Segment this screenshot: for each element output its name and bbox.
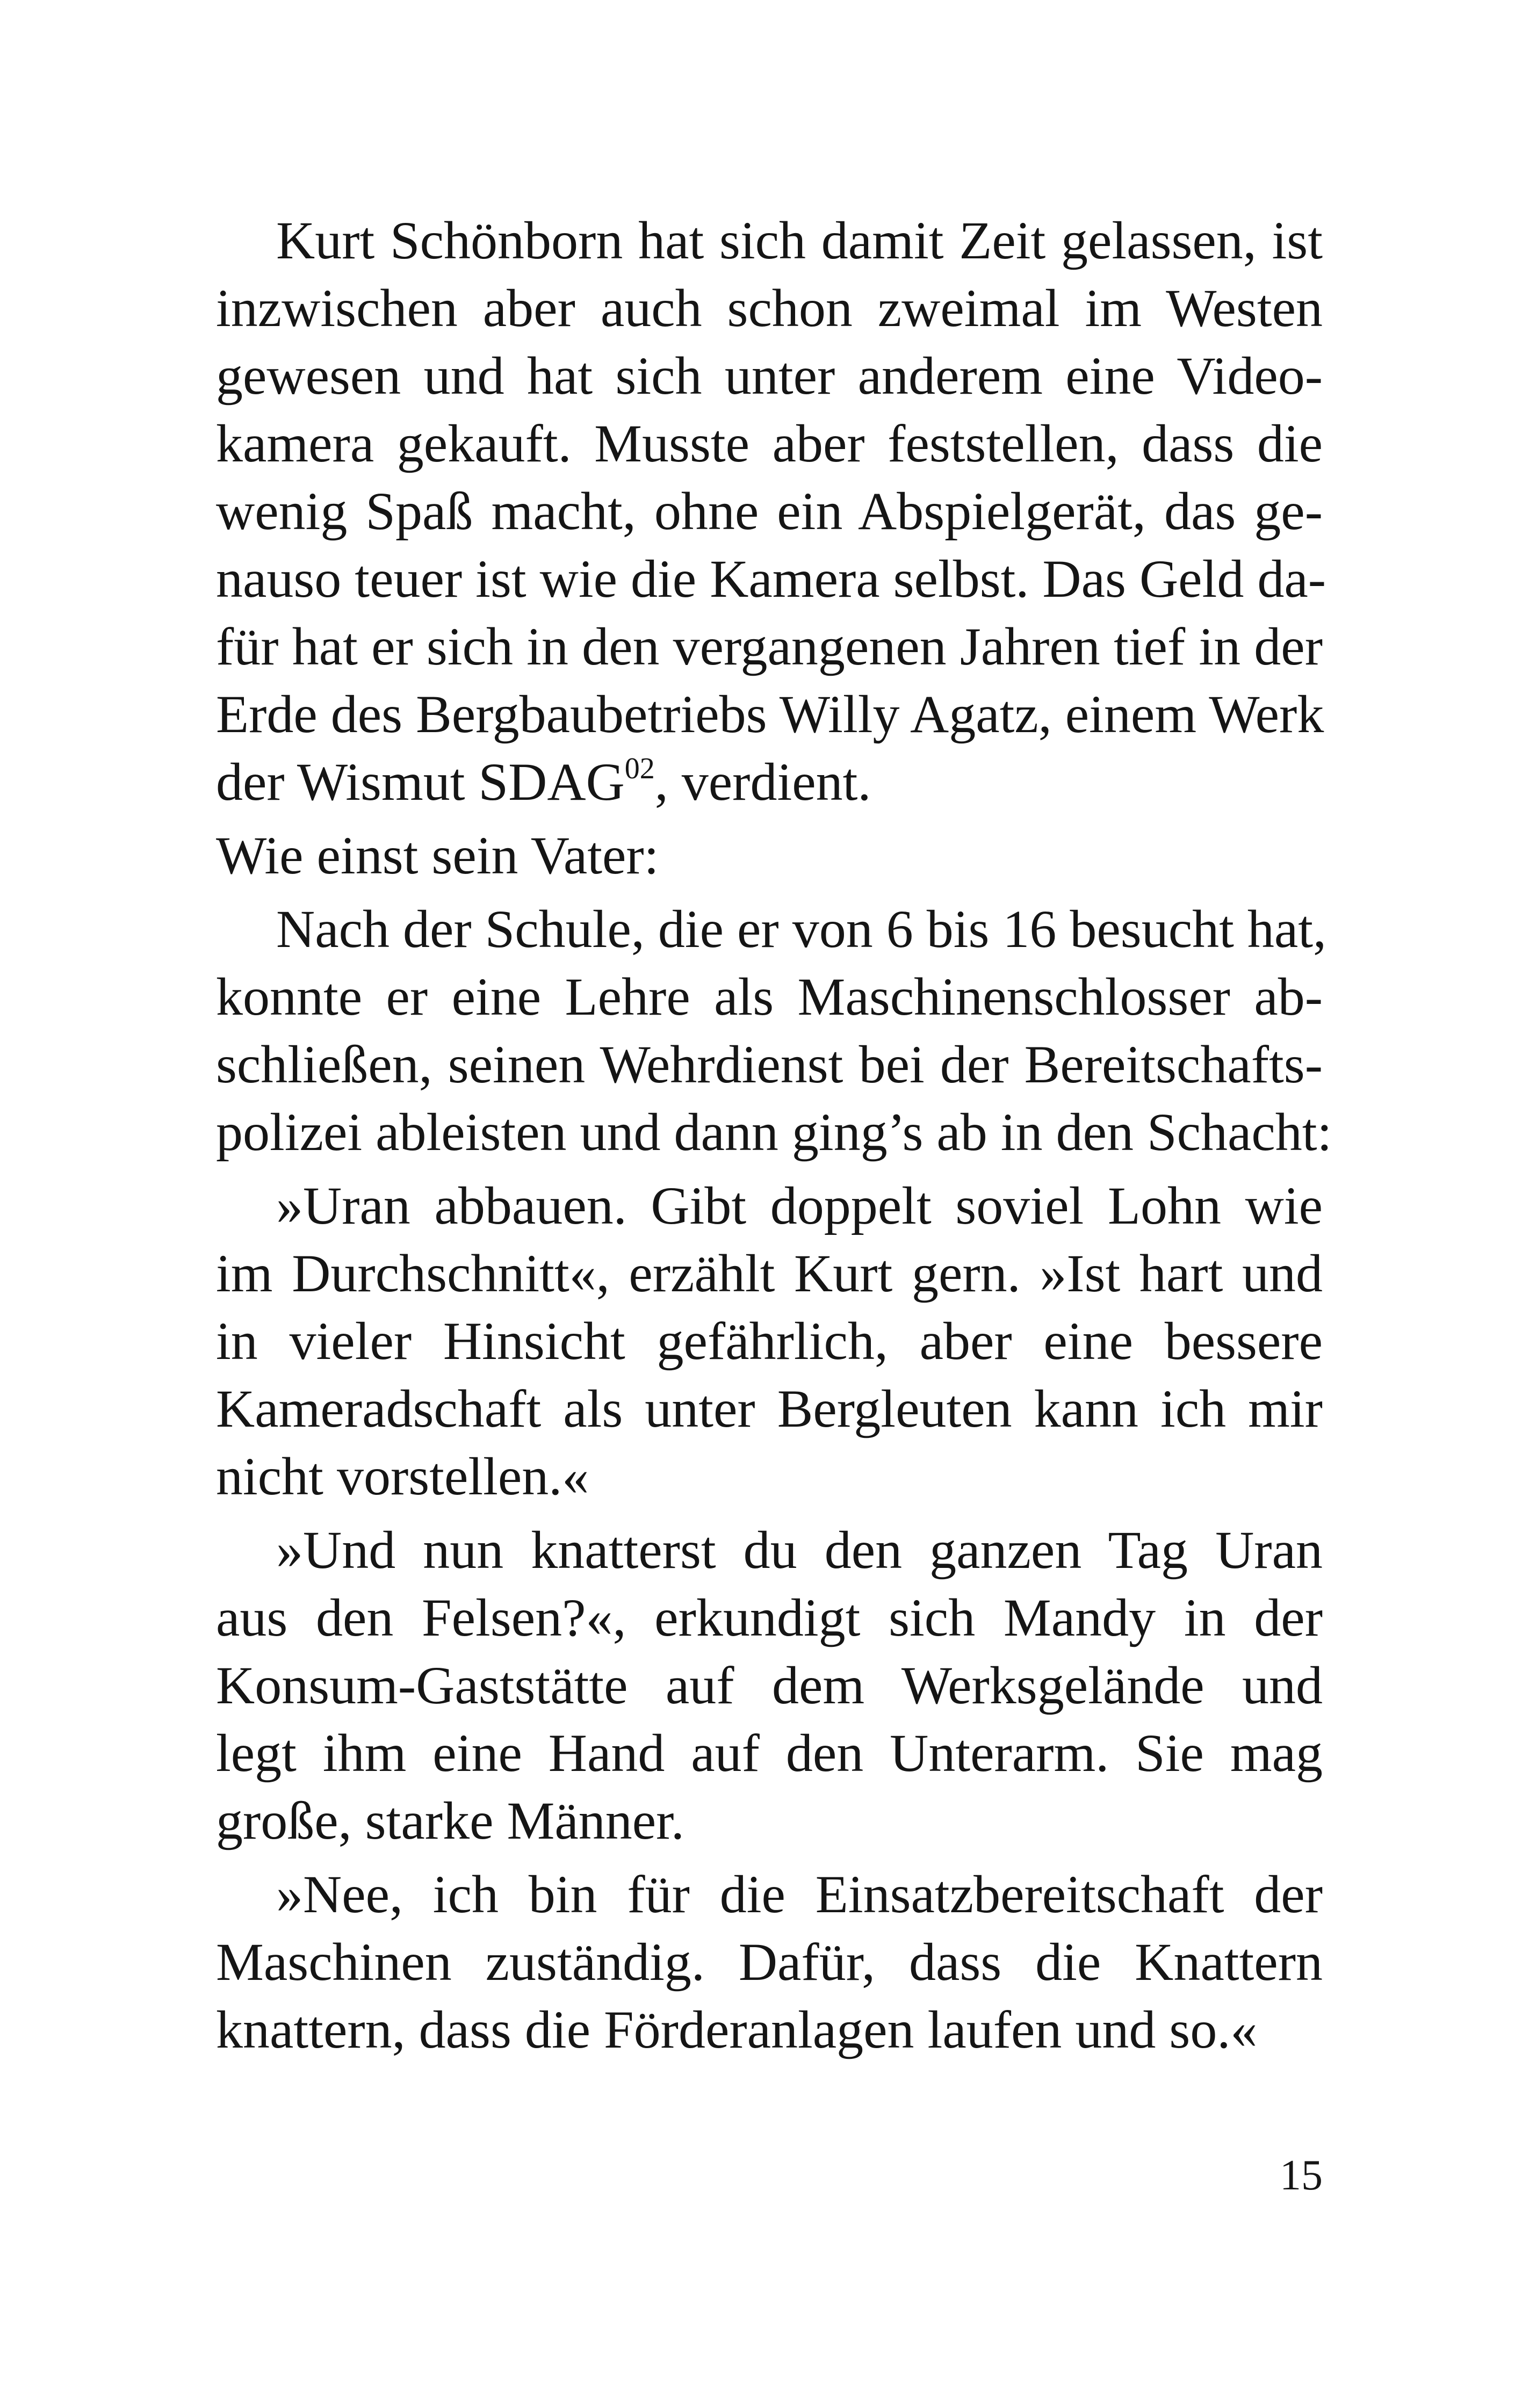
text-line: Kameradschaft als unter Bergleuten kann ich mir <box>216 1379 1323 1438</box>
text-line: im Durchschnitt«, erzählt Kurt gern. »Ist hart und <box>216 1243 1323 1303</box>
text-line: kamera gekauft. Musste aber feststellen, dass die <box>216 414 1323 473</box>
text-line: wenig Spaß macht, ohne ein Abspielgerät, das ge- <box>216 481 1323 541</box>
text-line: konnte er eine Lehre als Maschinenschlosser ab- <box>216 967 1323 1026</box>
text-line: »Uran abbauen. Gibt doppelt soviel Lohn wie <box>276 1176 1323 1235</box>
text-line: nicht vorstellen.« <box>216 1447 589 1506</box>
paragraph <box>216 822 1323 890</box>
body-text <box>216 207 1332 2064</box>
text-line: inzwischen aber auch schon zweimal im Westen <box>216 278 1323 338</box>
paragraph <box>216 1172 1323 1510</box>
text-line: aus den Felsen?«, erkundigt sich Mandy in der <box>216 1588 1323 1647</box>
text-line: nauso teuer ist wie die Kamera selbst. Das Geld da- <box>216 549 1326 609</box>
line-text: der Wismut SDAG <box>216 752 625 812</box>
text-line: knattern, dass die Förderanlagen laufen und so.« <box>216 2000 1258 2059</box>
text-line: in vieler Hinsicht gefährlich, aber eine bessere <box>216 1311 1323 1371</box>
text-line: Maschinen zuständig. Dafür, dass die Knattern <box>216 1932 1323 1992</box>
text-line: »Und nun knatterst du den ganzen Tag Uran <box>276 1520 1323 1580</box>
text-line: Kurt Schönborn hat sich damit Zeit gelassen, ist <box>276 211 1323 270</box>
text-line: Nach der Schule, die er von 6 bis 16 besucht hat, <box>276 899 1327 959</box>
text-line: für hat er sich in den vergangenen Jahren tief in der <box>216 617 1323 676</box>
text-line: polizei ableisten und dann ging’s ab in den Schacht: <box>216 1102 1332 1162</box>
text-line <box>216 748 1323 816</box>
text-line: schließen, seinen Wehrdienst bei der Bereitschafts- <box>216 1035 1323 1094</box>
text-line: gewesen und hat sich unter anderem eine Video- <box>216 346 1323 406</box>
text-line: Wie einst sein Vater: <box>216 826 659 885</box>
footnote-marker: 02 <box>624 751 655 785</box>
text-line: Konsum-Gaststätte auf dem Werksgelände und <box>216 1655 1323 1715</box>
page-number: 15 <box>1280 2152 1323 2199</box>
paragraph <box>216 1516 1323 1855</box>
line-text: , verdient. <box>654 752 871 812</box>
paragraph <box>216 1861 1323 2064</box>
text-line: »Nee, ich bin für die Einsatzbereitschaft der <box>276 1864 1323 1924</box>
text-line: Erde des Bergbaubetriebs Willy Agatz, einem Werk <box>216 684 1324 744</box>
paragraph <box>216 895 1332 1166</box>
text-line: legt ihm eine Hand auf den Unterarm. Sie mag <box>216 1723 1323 1783</box>
paragraph <box>216 207 1326 816</box>
text-line: große, starke Männer. <box>216 1791 684 1850</box>
